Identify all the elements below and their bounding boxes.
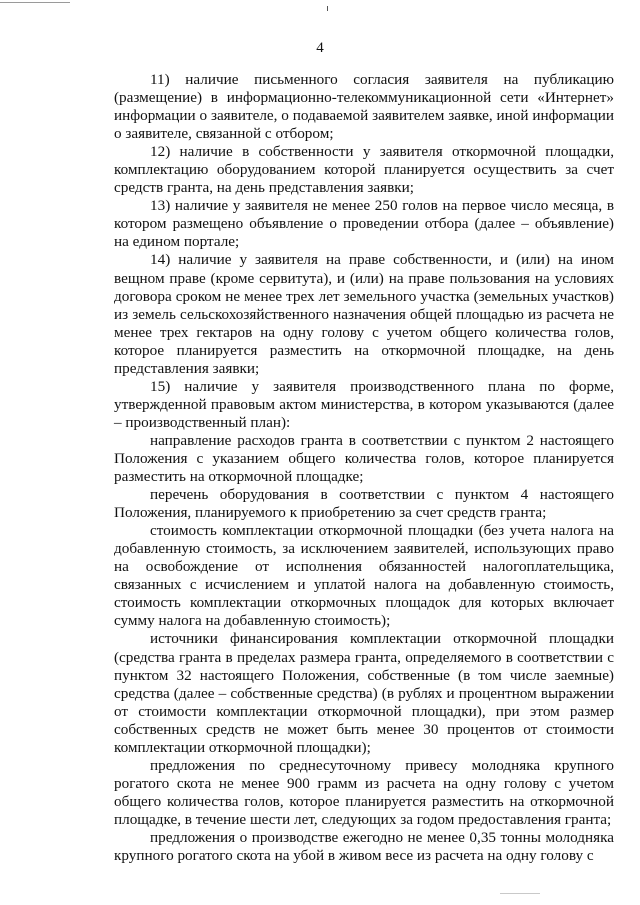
paragraph-annual-production: предложения о производстве ежегодно не менее 0,35 тонны молодняка крупного рогатого скота на убой в живом весе из расчета на одну голову с — [114, 828, 614, 865]
paragraph-item-12: 12) наличие в собственности у заявителя откормочной площадки, комплектацию оборудованием которой планируется осуществить за счет средств гранта, на день представления заявки; — [114, 143, 614, 197]
page-number: 4 — [316, 40, 324, 56]
paragraph-daily-weight-gain: предложения по среднесуточному привесу молодняка крупного рогатого скота не менее 900 грамм из расчета на одну голову с учетом общего количества голов, которое планируется разместить на откормочной площадке, в течение шести лет, следующих за годом предоставления гранта; — [114, 756, 614, 828]
paragraph-item-15: 15) наличие у заявителя производственного плана по форме, утвержденной правовым актом министерства, в котором указываются (далее – производственный план): — [114, 377, 614, 431]
scan-artifact-tick — [327, 6, 328, 11]
paragraph-equipment-list: перечень оборудования в соответствии с пунктом 4 настоящего Положения, планируемого к приобретению за счет средств гранта; — [114, 486, 614, 522]
paragraph-funding-sources: источники финансирования комплектации откормочной площадки (средства гранта в пределах размера гранта, определяемого в соответствии с пунктом 32 настоящего Положения, собственные (в том числе заемные) средства (далее – собственные средства) (в рублях и процентном выражении от стоимости комплектации откормочной площадки), при этом размер собственных средств не может быть менее 30 процентов от стоимости комплектации откормочной площадки); — [114, 630, 614, 756]
paragraph-item-11: 11) наличие письменного согласия заявителя на публикацию (размещение) в информационно-телекоммуникационной сети «Интернет» информации о заявителе, о подаваемой заявителем заявке, иной информации о заявителе, связанной с отбором; — [114, 71, 614, 143]
scan-artifact-bottom — [500, 893, 540, 894]
paragraph-item-13: 13) наличие у заявителя не менее 250 голов на первое число месяца, в котором размещено объявление о проведении отбора (далее – объявление) на едином портале; — [114, 197, 614, 251]
document-body — [114, 71, 614, 865]
paragraph-item-14: 14) наличие у заявителя на праве собственности, и (или) на ином вещном праве (кроме сервитута), и (или) на праве пользования на условиях договора сроком не менее трех лет земельного участка (земельных участков) из земель сельскохозяйственного назначения общей площадью из расчета не менее трех гектаров на одну голову с учетом общего количества голов, которое планируется разместить на откормочной площадке, на день представления заявки; — [114, 251, 614, 377]
paragraph-equipment-cost: стоимость комплектации откормочной площадки (без учета налога на добавленную стоимость, за исключением заявителей, использующих право на освобождение от исполнения обязанностей налогоплательщика, связанных с исчислением и уплатой налога на добавленную стоимость, стоимость комплектации откормочных площадок для которых включает сумму налога на добавленную стоимость); — [114, 522, 614, 630]
paragraph-expense-direction: направление расходов гранта в соответствии с пунктом 2 настоящего Положения с указанием общего количества голов, которое планируется разместить на откормочной площадке; — [114, 431, 614, 486]
scan-artifact-line — [0, 2, 70, 3]
